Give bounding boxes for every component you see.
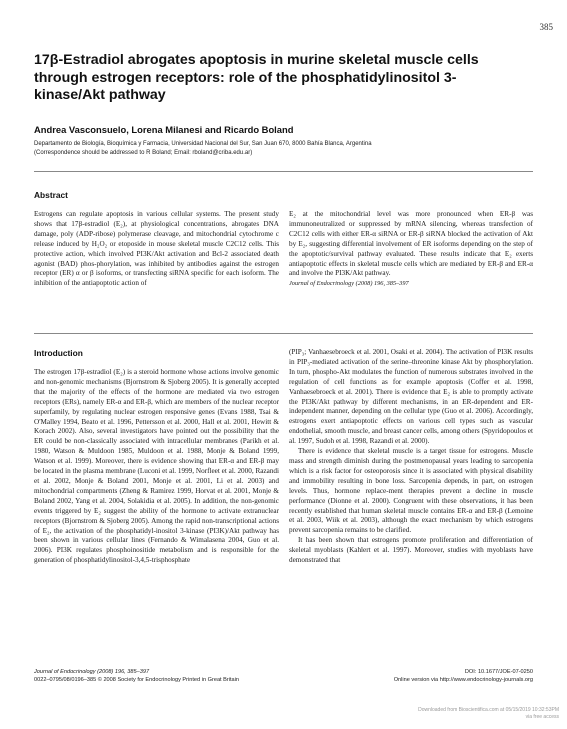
introduction-right-column — [289, 348, 533, 566]
abstract-text-left: Estrogens can regulate apoptosis in various cellular systems. The present study shows that 17β-estradiol (E₂), at physiological concentrations, abrogates DNA damage, poly (ADP-ribose) polymerase cleavage, and mitochondrial cytochrome c release induced by H₂O₂ or etoposide in mouse skeletal muscle C2C12 cells. This protective action, which involved PI3K/Akt activation and Bcl-2 associated death agonist (BAD) phos-phorylation, was inhibited by antibodies against the estrogen receptor (ER) α or β isoforms, or transfecting siRNA specific for each isoform. The inhibition of the antiapoptotic action of — [34, 210, 279, 288]
affiliation: Departamento de Biología, Bioquímica y Farmacia, Universidad Nacional del Sur, San Juan 670, 8000 Bahía Blanca, Argentina — [34, 141, 372, 147]
abstract-left-column — [34, 210, 279, 289]
footer-online-link[interactable]: Online version via http://www.endocrinology-journals.org — [393, 677, 533, 683]
article-title: 17β-Estradiol abrogates apoptosis in murine skeletal muscle cells through estrogen receptors: role of the phosphatidylinositol 3-kinase/Akt pathway — [34, 52, 479, 103]
abstract-right-column — [289, 210, 533, 289]
download-access: via free access — [525, 714, 559, 720]
introduction-paragraph: (PIP₃; Vanhaesebroeck et al. 2001, Osaki et al. 2004). The activation of PI3K results in PIP₃-mediated activation of the serine–threonine kinase Akt by phosphorylation. In turn, phospho-Akt modulates the function of numerous substrates involved in the regulation of cell functions as for example apoptosis (Coffer et al. 1998, Vanhaesebroeck et al. 2001). There is evidence that E₂ is able to promptly activate the PI3K/Akt pathway by different mechanisms, in an ER-dependent and ER-independent manner, depending on the cellular type (Guo et al. 2006). Accordingly, estrogens exert antiapoptotic effects on various cell types such as vascular endothelial, smooth muscle, and breast cancer cells, among others (Spyridopoulos et al. 1997, Sudoh et al. 1998, Razandi et al. 2000). — [289, 348, 533, 446]
affiliation-block — [34, 140, 534, 158]
footer-journal: Journal of Endocrinology (2008) 196, 385–397 — [34, 669, 150, 675]
download-notice — [418, 707, 559, 721]
page-number: 385 — [539, 22, 553, 32]
footer-doi[interactable]: DOI: 10.1677/JOE-07-0250 — [464, 669, 533, 675]
abstract-citation: Journal of Endocrinology (2008) 196, 385–397 — [289, 280, 409, 288]
abstract-text-right: E₂ at the mitochondrial level was more pronounced when ER-β was immunoneutralized or suppressed by mRNA silencing, whereas transfection of C2C12 cells with either ER-α siRNA or ER-β siRNA blocked the activation of Akt by E₂, suggesting differential involvement of ER isoforms depending on the step of the apoptotic/survival pathway evaluated. These results indicate that E₂ exerts antiapoptotic effects in skeletal muscle cells which are mediated by ER-β and ER-α and involve the PI3K/Akt pathway. — [289, 210, 533, 278]
footer-issn: 0022–0795/08/0196–385 © 2008 Society for Endocrinology Printed in Great Britain — [34, 677, 240, 683]
introduction-left-column — [34, 368, 279, 566]
authors: Andrea Vasconsuelo, Lorena Milanesi and Ricardo Boland — [34, 124, 294, 135]
introduction-paragraph: There is evidence that skeletal muscle is a target tissue for estrogens. Muscle mass and strength diminish during the postmenopausal years leading to sarcopenia which is a risk factor for osteoporosis since it is associated with physical disability and immobility resulting in bone loss. Sarcopenia depends, in part, on estrogen levels. Thus, hormone replace-ment therapies prevent a decline in muscle performance (Dionne et al. 2000). Congruent with these observations, it has been recently established that human skeletal muscle contains ER-α and ER-β (Lemoine et al. 2003, Wiik et al. 2003), although the exact mechanism by which estrogens prevent sarcopenia remains to be clarified. — [289, 447, 533, 535]
correspondence: (Correspondence should be addressed to R Boland; Email: rboland@criba.edu.ar) — [34, 150, 253, 156]
abstract-bottom-rule — [34, 333, 533, 334]
introduction-paragraph: The estrogen 17β-estradiol (E₂) is a steroid hormone whose actions involve genomic and non-genomic mechanisms (Bjornstrom & Sjoberg 2005). It is generally accepted that the majority of the effects of the hormone are mediated via two estrogen receptors (ERs), namely ER-α and ER-β, which are members of the nuclear receptor superfamily, by regulating nuclear estrogen responsive genes (Evans 1988, Tsai & O'Malley 1994, Beato et al. 1996, Pettersson et al. 2000, Hall et al. 2001, Hewitt & Korach 2002). Also, several investigators have pointed out the possibility that the ER could be non-classically associated with intracellular membranes (Parikh et al. 1980, Watson & Muldoon 1985, Muldoon et al. 1988, Monje & Boland 1999, Watson et al. 1999). Moreover, there is evidence showing that ER-α and ER-β may be located in the plasma membrane (Luconi et al. 1999, Norfleet et al. 2000, Razandi et al. 2002, Monje & Boland 2001, Monje et al. 2001, Li et al. 2003) and mitochondrial compartments (Zheng & Ramirez 1999, Horvat et al. 2001, Monje & Boland 2002, Yang et al. 2004, Solakidia et al. 2005). In addition, the non-genomic events triggered by E₂ suggest the ability of the hormone to activate extranuclear receptors (Bjornstrom & Sjoberg 2005). Among the rapid non-transcriptional actions of E₂, the activation of the phosphatidyl-inositol 3-kinase (PI3K)/Akt pathway has been shown in various cellular lines (Fernando & Wimalasena 2004, Guo et al. 2006). PI3K regulates phosphoinositide metabolism and is responsible for the generation of phosphatidylinositol-3,4,5-trisphosphate — [34, 368, 279, 565]
abstract-top-rule — [34, 171, 533, 172]
introduction-heading: Introduction — [34, 348, 83, 358]
download-line: Downloaded from Bioscientifica.com at 05/15/2019 10:32:53PM — [418, 707, 559, 713]
abstract-heading: Abstract — [34, 190, 68, 200]
introduction-paragraph: It has been shown that estrogens promote proliferation and differentiation of skeletal myoblasts (Kahlert et al. 1997). Moreover, studies with myoblasts have demonstrated that — [289, 536, 533, 565]
